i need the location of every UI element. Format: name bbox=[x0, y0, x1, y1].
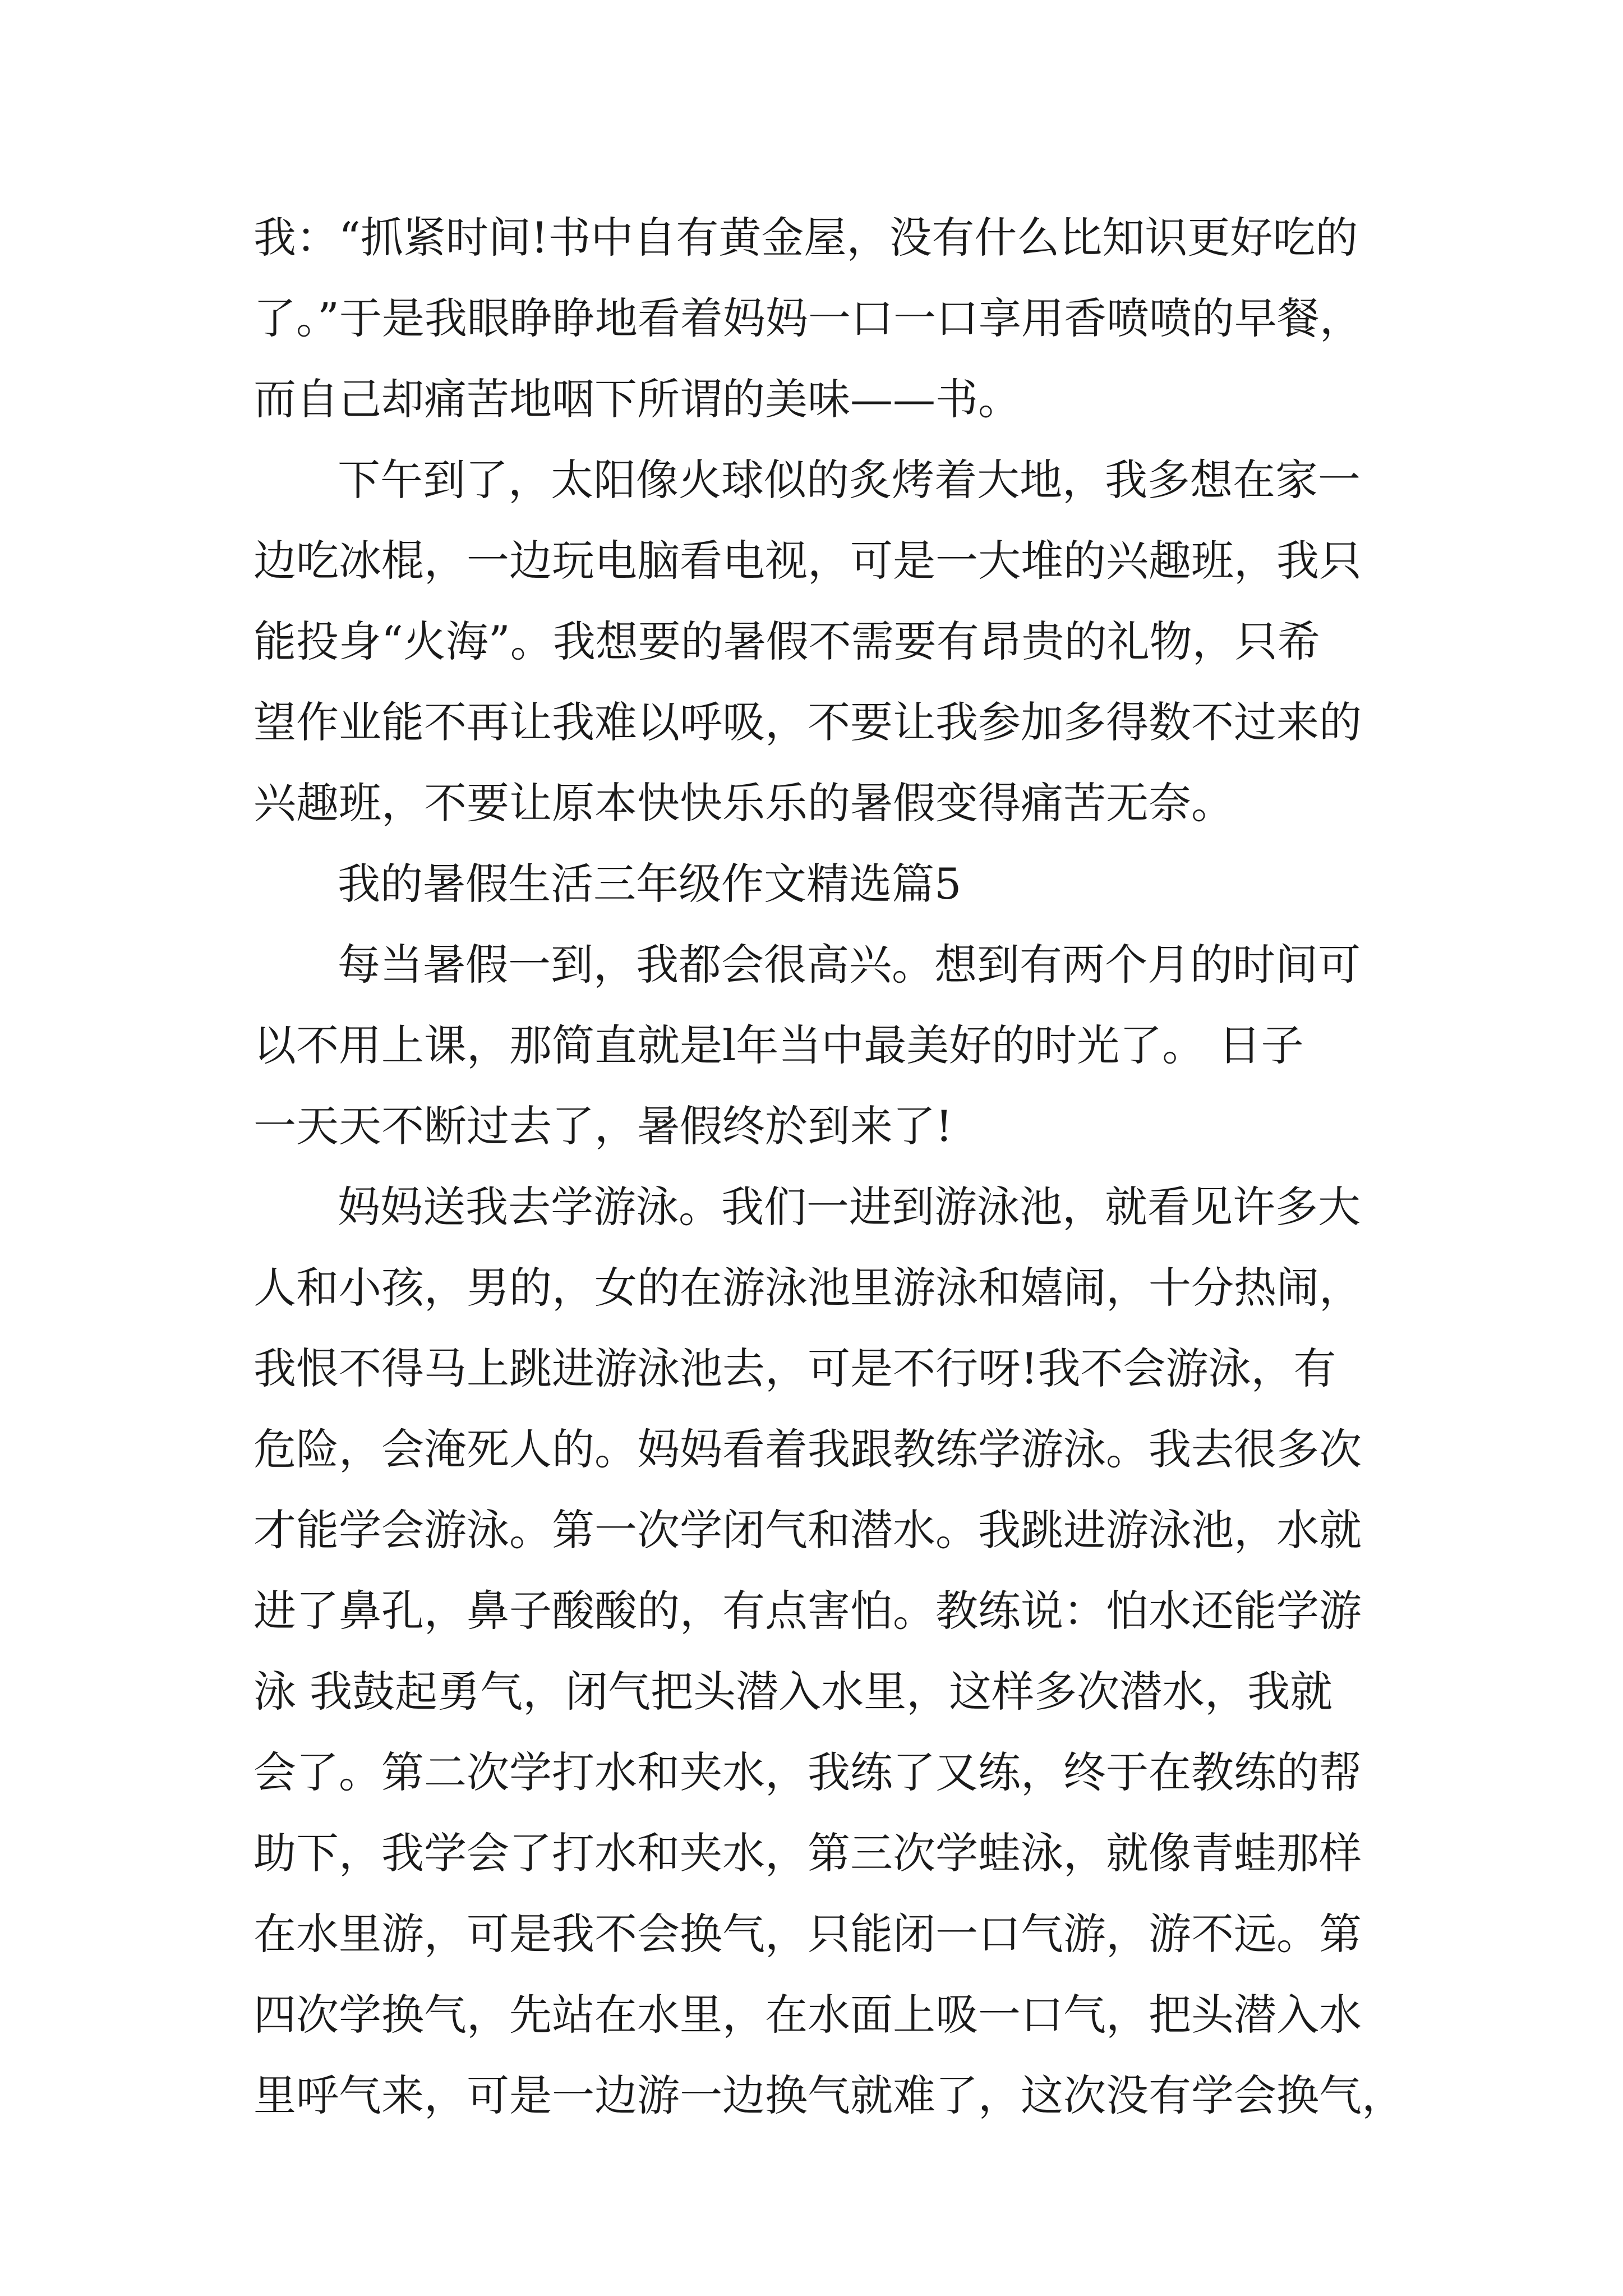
paragraph-start: 下午到了，太阳像火球似的炙烤着大地，我多想在家一 bbox=[338, 455, 1361, 505]
text-line: 我：“抓紧时间!书中自有黄金屋，没有什么比知识更好吃的 bbox=[253, 213, 1358, 263]
paragraph-start: 妈妈送我去学游泳。我们一进到游泳池，就看见许多大 bbox=[338, 1182, 1361, 1232]
text-line: 了。”于是我眼睁睁地看着妈妈一口一口享用香喷喷的早餐， bbox=[253, 293, 1362, 343]
section-heading: 我的暑假生活三年级作文精选篇5 bbox=[338, 859, 962, 909]
text-line: 助下，我学会了打水和夹水，第三次学蛙泳，就像青蛙那样 bbox=[253, 1828, 1362, 1878]
text-line: 以不用上课，那简直就是l年当中最美好的时光了。 日子 bbox=[253, 1020, 1304, 1070]
text-line: 边吃冰棍，一边玩电脑看电视，可是一大堆的兴趣班，我只 bbox=[253, 536, 1362, 586]
text-line: 能投身“火海”。我想要的暑假不需要有昂贵的礼物，只希 bbox=[253, 616, 1320, 666]
text-line: 兴趣班，不要让原本快快乐乐的暑假变得痛苦无奈。 bbox=[253, 778, 1234, 828]
text-line: 望作业能不再让我难以呼吸，不要让我参加多得数不过来的 bbox=[253, 697, 1362, 747]
text-line: 而自己却痛苦地咽下所谓的美味——书。 bbox=[253, 374, 1021, 424]
text-line: 危险，会淹死人的。妈妈看着我跟教练学游泳。我去很多次 bbox=[253, 1424, 1362, 1474]
text-line: 才能学会游泳。第一次学闭气和潜水。我跳进游泳池，水就 bbox=[253, 1505, 1362, 1555]
text-line: 一天天不断过去了，暑假终於到来了! bbox=[253, 1101, 953, 1151]
text-line: 在水里游，可是我不会换气，只能闭一口气游，游不远。第 bbox=[253, 1909, 1362, 1959]
text-line: 四次学换气，先站在水里，在水面上吸一口气，把头潜入水 bbox=[253, 1990, 1362, 2040]
text-line: 进了鼻孔，鼻子酸酸的，有点害怕。教练说：怕水还能学游 bbox=[253, 1586, 1362, 1636]
paragraph-start: 每当暑假一到，我都会很高兴。想到有两个月的时间可 bbox=[338, 940, 1361, 990]
text-line: 泳 我鼓起勇气，闭气把头潜入水里，这样多次潜水，我就 bbox=[253, 1667, 1333, 1717]
text-line: 我恨不得马上跳进游泳池去，可是不行呀!我不会游泳，有 bbox=[253, 1343, 1336, 1393]
text-line: 里呼气来，可是一边游一边换气就难了，这次没有学会换气， bbox=[253, 2070, 1404, 2120]
text-line: 会了。第二次学打水和夹水，我练了又练，终于在教练的帮 bbox=[253, 1747, 1362, 1797]
text-line: 人和小孩，男的，女的在游泳池里游泳和嬉闹，十分热闹， bbox=[253, 1263, 1362, 1313]
